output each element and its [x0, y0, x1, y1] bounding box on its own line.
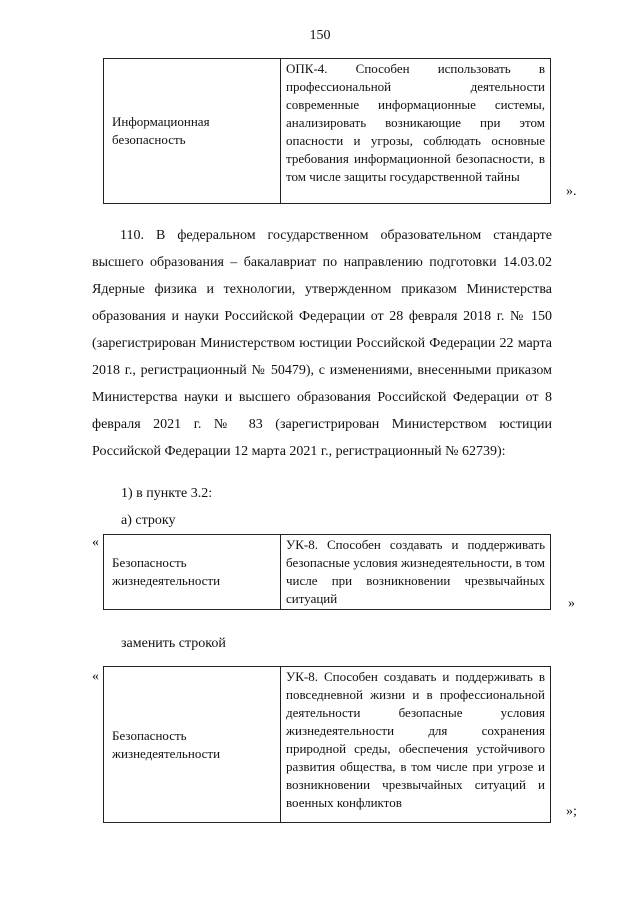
- table-row: [104, 535, 551, 610]
- competency-table-3: [103, 666, 551, 823]
- paragraph-text: 110. В федеральном государственном образовательном стандарте высшего образования – бакалавриат по направлению подготовки 14.03.02 Ядерные физика и технологии, утвержденном приказом Министерства образования и науки Российской Федерации от 28 февраля 2018 г. № 150 (зарегистрирован Министерством юстиции Российской Федерации 22 марта 2018 г., регистрационный № 50479), с изменениями, внесенными приказом Министерства науки и высшего образования Российской Федерации от 8 февраля 2021 г. № 83 (зарегистрирован Министерством юстиции Российской Федерации 12 марта 2021 г., регистрационный № 62739):: [92, 228, 552, 459]
- competency-cell: УК-8. Способен создавать и поддерживать безопасные условия жизнедеятельности, в том числе при возникновении чрезвычайных ситуаций: [281, 535, 551, 610]
- page-number: 150: [309, 28, 331, 43]
- table-row: [104, 667, 551, 823]
- table-row: [104, 59, 551, 204]
- competency-cell: ОПК-4. Способен использовать в профессиональной деятельности современные информационные системы, анализировать возникающие при этом опасности и угрозы, соблюдать основные требования информационной безопасности, в том числе защиты государственной тайны: [281, 59, 551, 204]
- replace-with-label: заменить строкой: [121, 636, 226, 651]
- opening-quote: «: [92, 669, 99, 684]
- discipline-cell: Безопасность жизнедеятельности: [104, 667, 281, 823]
- discipline-cell: Безопасность жизнедеятельности: [104, 535, 281, 610]
- paragraph-110: [92, 222, 552, 465]
- competency-table-2: [103, 534, 551, 610]
- item-a: а) строку: [121, 513, 176, 528]
- closing-quote: »: [568, 596, 575, 611]
- discipline-cell: Информационная безопасность: [104, 59, 281, 204]
- competency-cell: УК-8. Способен создавать и поддерживать в повседневной жизни и в профессиональной деятельности безопасные условия жизнедеятельности для сохранения природной среды, обеспечения устойчивого развития общества, в том числе при угрозе и возникновении чрезвычайных ситуаций и военных конфликтов: [281, 667, 551, 823]
- opening-quote: «: [92, 535, 99, 550]
- item-1: 1) в пункте 3.2:: [121, 486, 213, 501]
- closing-quote: ».: [566, 184, 577, 199]
- closing-quote: »;: [566, 804, 577, 819]
- competency-table-1: [103, 58, 551, 204]
